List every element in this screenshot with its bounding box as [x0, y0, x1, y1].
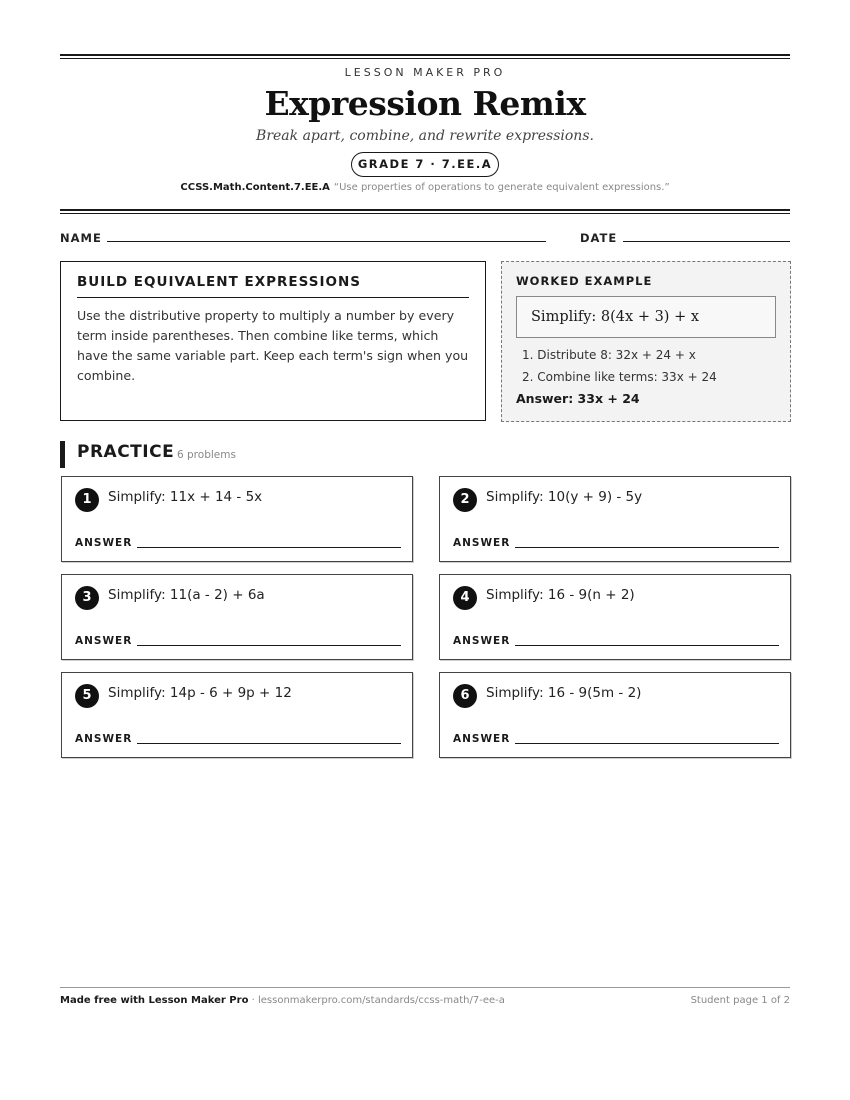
problem-number-badge: 1 — [75, 488, 99, 512]
answer-label: ANSWER — [453, 635, 511, 647]
problem-number-badge: 2 — [453, 488, 477, 512]
footer-page-number: Student page 1 of 2 — [690, 995, 790, 1006]
answer-label: ANSWER — [75, 635, 133, 647]
practice-accent-bar — [60, 441, 65, 468]
date-label: DATE — [580, 231, 618, 245]
page-title: Expression Remix — [264, 84, 586, 123]
problem-card — [439, 574, 791, 660]
worked-example-label: WORKED EXAMPLE — [516, 274, 653, 288]
footer-made-with: Made free with Lesson Maker Pro — [60, 995, 249, 1006]
standard-code: CCSS.Math.Content.7.EE.A — [180, 182, 330, 193]
problem-text: Simplify: 11x + 14 - 5x — [108, 489, 263, 505]
answer-field[interactable] — [515, 547, 779, 548]
problem-card — [61, 672, 413, 758]
worked-step: 2. Combine like terms: 33x + 24 — [522, 370, 717, 384]
name-label: NAME — [60, 231, 102, 245]
intro-box — [60, 261, 486, 421]
footer-url[interactable]: · lessonmakerpro.com/standards/ccss-math/7-ee-a — [248, 995, 505, 1006]
intro-title: BUILD EQUIVALENT EXPRESSIONS — [77, 274, 469, 298]
problem-card — [61, 574, 413, 660]
worked-example-steps — [522, 344, 717, 388]
practice-heading: PRACTICE — [77, 442, 175, 462]
problem-number-badge: 4 — [453, 586, 477, 610]
answer-label: ANSWER — [453, 733, 511, 745]
problem-card — [439, 476, 791, 562]
problem-text: Simplify: 10(y + 9) - 5y — [486, 489, 643, 505]
answer-field[interactable] — [515, 743, 779, 744]
answer-field[interactable] — [137, 547, 401, 548]
worked-example-problem: Simplify: 8(4x + 3) + x — [516, 296, 776, 338]
problem-number-badge: 3 — [75, 586, 99, 610]
problem-card — [61, 476, 413, 562]
name-field[interactable] — [107, 241, 546, 242]
problem-card — [439, 672, 791, 758]
answer-field[interactable] — [515, 645, 779, 646]
grade-badge: GRADE 7 · 7.EE.A — [351, 152, 499, 177]
intro-text: Use the distributive property to multiply a number by every term inside parentheses. Then combine like terms, which have the same variable part. Keep each term's sign when you combine. — [77, 308, 469, 383]
problem-text: Simplify: 11(a - 2) + 6a — [108, 587, 265, 603]
worked-step: 1. Distribute 8: 32x + 24 + x — [522, 348, 696, 362]
worked-example-box — [501, 261, 791, 422]
header-top-rule — [60, 54, 790, 59]
practice-count: 6 problems — [177, 449, 236, 461]
answer-label: ANSWER — [453, 537, 511, 549]
standard-line — [0, 182, 850, 193]
problem-number-badge: 5 — [75, 684, 99, 708]
date-field[interactable] — [623, 241, 790, 242]
problem-text: Simplify: 14p - 6 + 9p + 12 — [108, 685, 292, 701]
problem-text: Simplify: 16 - 9(n + 2) — [486, 587, 635, 603]
footer-credit — [60, 995, 505, 1006]
problem-number-badge: 6 — [453, 684, 477, 708]
header-bottom-rule — [60, 209, 790, 214]
answer-label: ANSWER — [75, 733, 133, 745]
answer-field[interactable] — [137, 743, 401, 744]
footer-rule — [60, 987, 790, 988]
answer-label: ANSWER — [75, 537, 133, 549]
brand-name: LESSON MAKER PRO — [344, 66, 506, 79]
answer-field[interactable] — [137, 645, 401, 646]
standard-quote: “Use properties of operations to generate equivalent expressions.” — [333, 182, 670, 193]
page-subtitle: Break apart, combine, and rewrite expressions. — [256, 128, 594, 144]
worked-example-answer: Answer: 33x + 24 — [516, 391, 640, 406]
problem-text: Simplify: 16 - 9(5m - 2) — [486, 685, 642, 701]
